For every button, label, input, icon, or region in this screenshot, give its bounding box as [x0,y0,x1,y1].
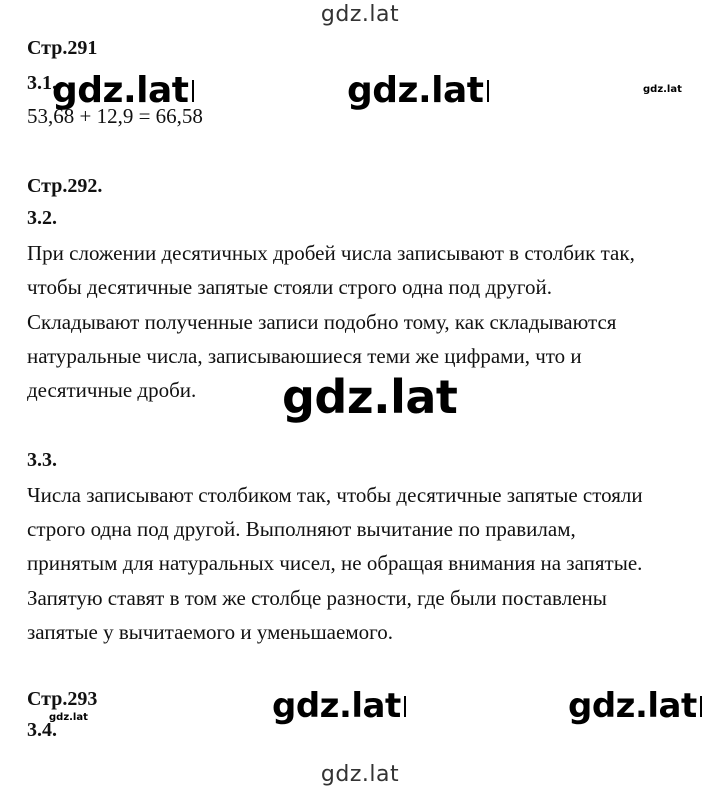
task-label-3-3: 3.3. [27,449,57,471]
watermark-bottom: gdz.lat [320,762,400,787]
task-3-3-line-1: Числа записывают столбиком так, чтобы десятичные запятые стояли [27,483,643,507]
task-3-2-line-4: натуральные числа, записываюшиеся теми же цифрами, что и [27,344,582,368]
watermark-lower-center: gdz.lat [272,686,406,726]
watermark-cursor-mark [404,696,406,717]
equation-3-1: 53,68 + 12,9 = 66,58 [27,104,203,128]
task-3-3-line-3: принятым для натуральных чисел, не обращая внимания на запятые. [27,551,643,575]
page-heading-292: Стр.292. [27,175,103,197]
task-label-3-4: 3.4. [27,719,57,741]
watermark-middle: gdz.lat [282,370,458,424]
watermark-small-left: gdz.lat [49,712,88,723]
task-3-3-line-2: строго одна под другой. Выполняют вычитание по правилам, [27,517,576,541]
task-3-2-line-1: При сложении десятичных дробей числа записывают в столбик так, [27,241,635,265]
task-3-2-line-2: чтобы десятичные запятые стояли строго одна под другой. [27,275,552,299]
task-3-3-line-5: запятые у вычитаемого и уменьшаемого. [27,620,393,644]
task-label-3-2: 3.2. [27,207,57,229]
task-3-2-line-3: Складывают полученные записи подобно тому, как складываются [27,310,617,334]
watermark-small-right: gdz.lat [643,84,682,95]
watermark-top: gdz.lat [320,2,400,27]
page-heading-291: Стр.291 [27,37,98,59]
watermark-cursor-mark [192,80,194,102]
task-3-2-line-5: десятичные дроби. [27,378,197,402]
watermark-large-left: gdz.lat [52,70,194,111]
watermark-cursor-mark [487,80,489,102]
watermark-cursor-mark [700,696,702,717]
page-heading-293: Стр.293 [27,688,98,710]
watermark-lower-right: gdz.lat [568,686,702,726]
task-label-3-1: 3.1. [27,72,57,94]
task-3-3-line-4: Запятую ставят в том же столбце разности, где были поставлены [27,586,607,610]
watermark-large-center: gdz.lat [347,70,489,111]
